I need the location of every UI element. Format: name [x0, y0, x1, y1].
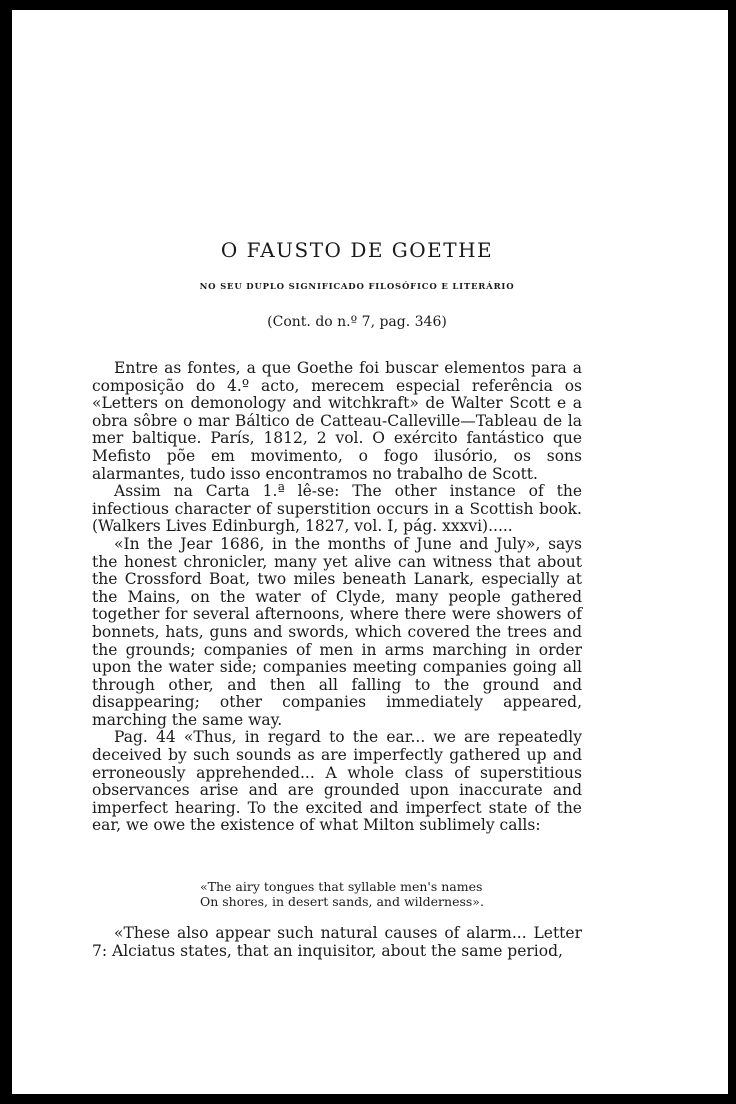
paragraph: Pag. 44 «Thus, in regard to the ear... we are repeatedly deceived by such sounds as are imperfectly gathered up and erroneously apprehended... A whole class of superstitious observances arise and are grounded upon inaccurate and imperfect hearing. To the excited and imperfect state of the ear, we owe the existence of what Milton sublimely calls:: [92, 728, 582, 835]
paragraph: Assim na Carta 1.ª lê-se: The other instance of the infectious character of superstition occurs in a Scottish book. (Walkers Lives Edinburgh, 1827, vol. I, pág. xxxvi).....: [92, 482, 582, 536]
article-subtitle: NO SEU DUPLO SIGNIFICADO FILOSÓFICO E LITERÁRIO: [199, 282, 515, 292]
paragraph: «These also appear such natural causes of alarm... Letter 7: Alciatus states, that an inquisitor, about the same period,: [92, 924, 582, 960]
verse-quotation: [200, 879, 530, 909]
scan-artifact: [470, 0, 610, 6]
paragraph: «In the Jear 1686, in the months of June and July», says the honest chronicler, many yet alive can witness that about the Crossford Boat, two miles beneath Lanark, especially at the Mains, on the water of Clyde, many people gathered together for several afternoons, where there were showers of bonnets, hats, guns and swords, which covered the trees and the grounds; companies of men in arms marching in order upon the water side; companies meeting companies going all through other, and then all falling to the ground and disappearing; other companies immediately appeared, marching the same way.: [92, 534, 582, 729]
paragraph: Entre as fontes, a que Goethe foi buscar elementos para a composição do 4.º acto, merecem especial referência os «Letters on demonology and witchkraft» de Walter Scott e a obra sôbre o mar Báltico de Catteau-Calleville—Tableau de la mer baltique. París, 1812, 2 vol. O exército fantástico que Mefisto põe em movimento, o fogo ilusório, os sons alarmantes, tudo isso encontramos no trabalho de Scott.: [92, 359, 582, 483]
verse-line: On shores, in desert sands, and wilderness».: [200, 894, 484, 909]
article-body: [92, 360, 582, 835]
page: [12, 10, 728, 1094]
continuation-note: (Cont. do n.º 7, pag. 346): [267, 314, 447, 330]
article-title: O FAUSTO DE GOETHE: [220, 238, 494, 262]
verse-line: «The airy tongues that syllable men's names: [200, 879, 483, 894]
